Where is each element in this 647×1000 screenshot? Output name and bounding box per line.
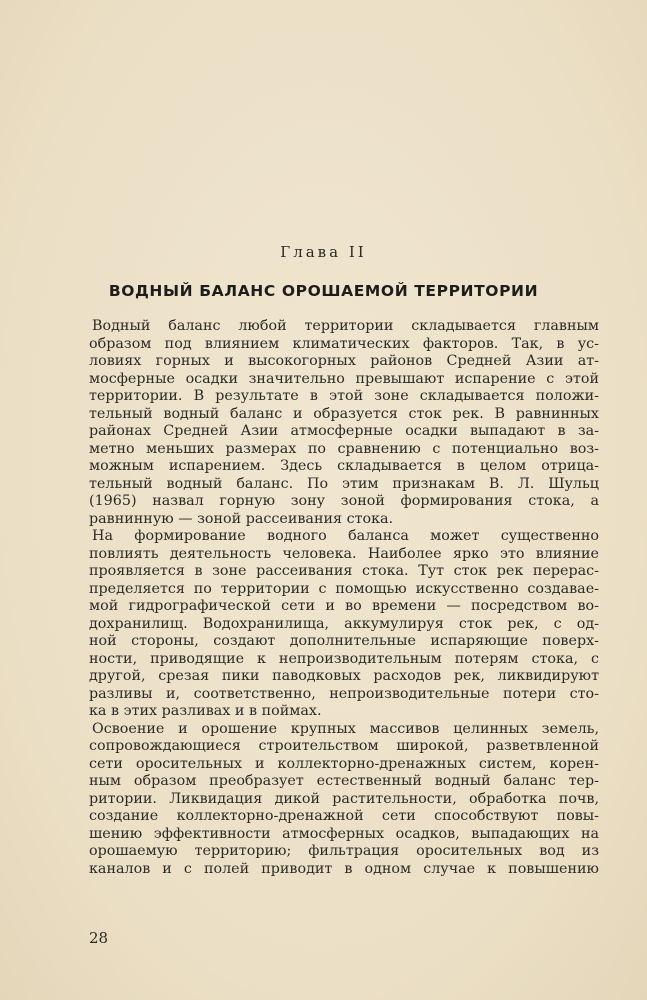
text-line: создание коллекторно-дренажной сети способствуют повы- (89, 808, 599, 824)
chapter-title: ВОДНЫЙ БАЛАНС ОРОШАЕМОЙ ТЕРРИТОРИИ (108, 282, 539, 300)
text-line: ности, приводящие к непроизводительным потерям стока, с (89, 650, 599, 667)
text-line: ка в этих разливах и в поймах. (89, 703, 322, 719)
paragraph (89, 528, 599, 721)
text-line: Освоение и орошение крупных массивов целинных земель, (92, 720, 599, 737)
text-line: орошаемую территорию; фильтрация оросительных вод из (89, 843, 599, 859)
text-line: дохранилищ. Водохранилища, аккумулируя сток рек, с од- (89, 615, 599, 632)
text-line: ной стороны, создают дополнительные испаряющие поверх- (89, 633, 599, 649)
paragraph (89, 318, 599, 528)
paragraph (89, 721, 599, 879)
text-line: сопровождающиеся строительством широкой, разветвленной (89, 738, 599, 754)
text-line: образом под влиянием климатических факторов. Так, в ус- (89, 335, 599, 352)
text-line: районах Средней Азии атмосферные осадки выпадают в за- (89, 423, 599, 439)
text-line: ритории. Ликвидация дикой растительности, обработка почв, (89, 790, 599, 807)
page-number: 28 (89, 929, 109, 947)
text-line: разливы и, соответственно, непроизводительные потери сто- (89, 685, 599, 702)
text-line: мосферные осадки значительно превышают испарение с этой (89, 370, 599, 387)
text-line: территории. В результате в этой зоне складывается положи- (89, 388, 599, 404)
text-line: шению эффективности атмосферных осадков, выпадающих на (89, 825, 599, 842)
body-text (89, 318, 599, 878)
text-line: каналов и с полей приводит в одном случае к повышению (89, 860, 599, 877)
text-line: повлиять деятельность человека. Наиболее ярко это влияние (89, 545, 599, 562)
text-line: проявляется в зоне рассеивания стока. Тут сток рек перерас- (89, 563, 599, 579)
text-line: (1965) назвал горную зону зоной формирования стока, а (89, 493, 599, 509)
text-line: ным образом преобразует естественный водный баланс тер- (89, 773, 599, 789)
text-line: другой, срезая пики паводковых расходов рек, ликвидируют (89, 668, 599, 684)
text-line: метно меньших размерах по сравнению с потенциально воз- (89, 440, 599, 457)
text-line: пределяется по территории с помощью искусственно создавае- (89, 580, 599, 597)
text-line: сети оросительных и коллекторно-дренажных систем, корен- (89, 755, 599, 772)
text-line: тельный водный баланс и образуется сток рек. В равнинных (89, 405, 599, 422)
text-line: ловиях горных и высокогорных районов Средней Азии ат- (89, 353, 599, 369)
text-line: можным испарением. Здесь складывается в целом отрица- (89, 458, 599, 474)
chapter-heading: Глава II (280, 243, 367, 261)
text-line: На формирование водного баланса может существенно (92, 528, 599, 544)
text-line: равнинную — зоной рассеивания стока. (89, 510, 394, 527)
text-line: мой гидрографической сети и во времени — посредством во- (89, 598, 599, 614)
text-line: тельный водный баланс. По этим признакам В. Л. Шульц (89, 475, 599, 492)
text-line: Водный баланс любой территории складывается главным (92, 318, 599, 334)
